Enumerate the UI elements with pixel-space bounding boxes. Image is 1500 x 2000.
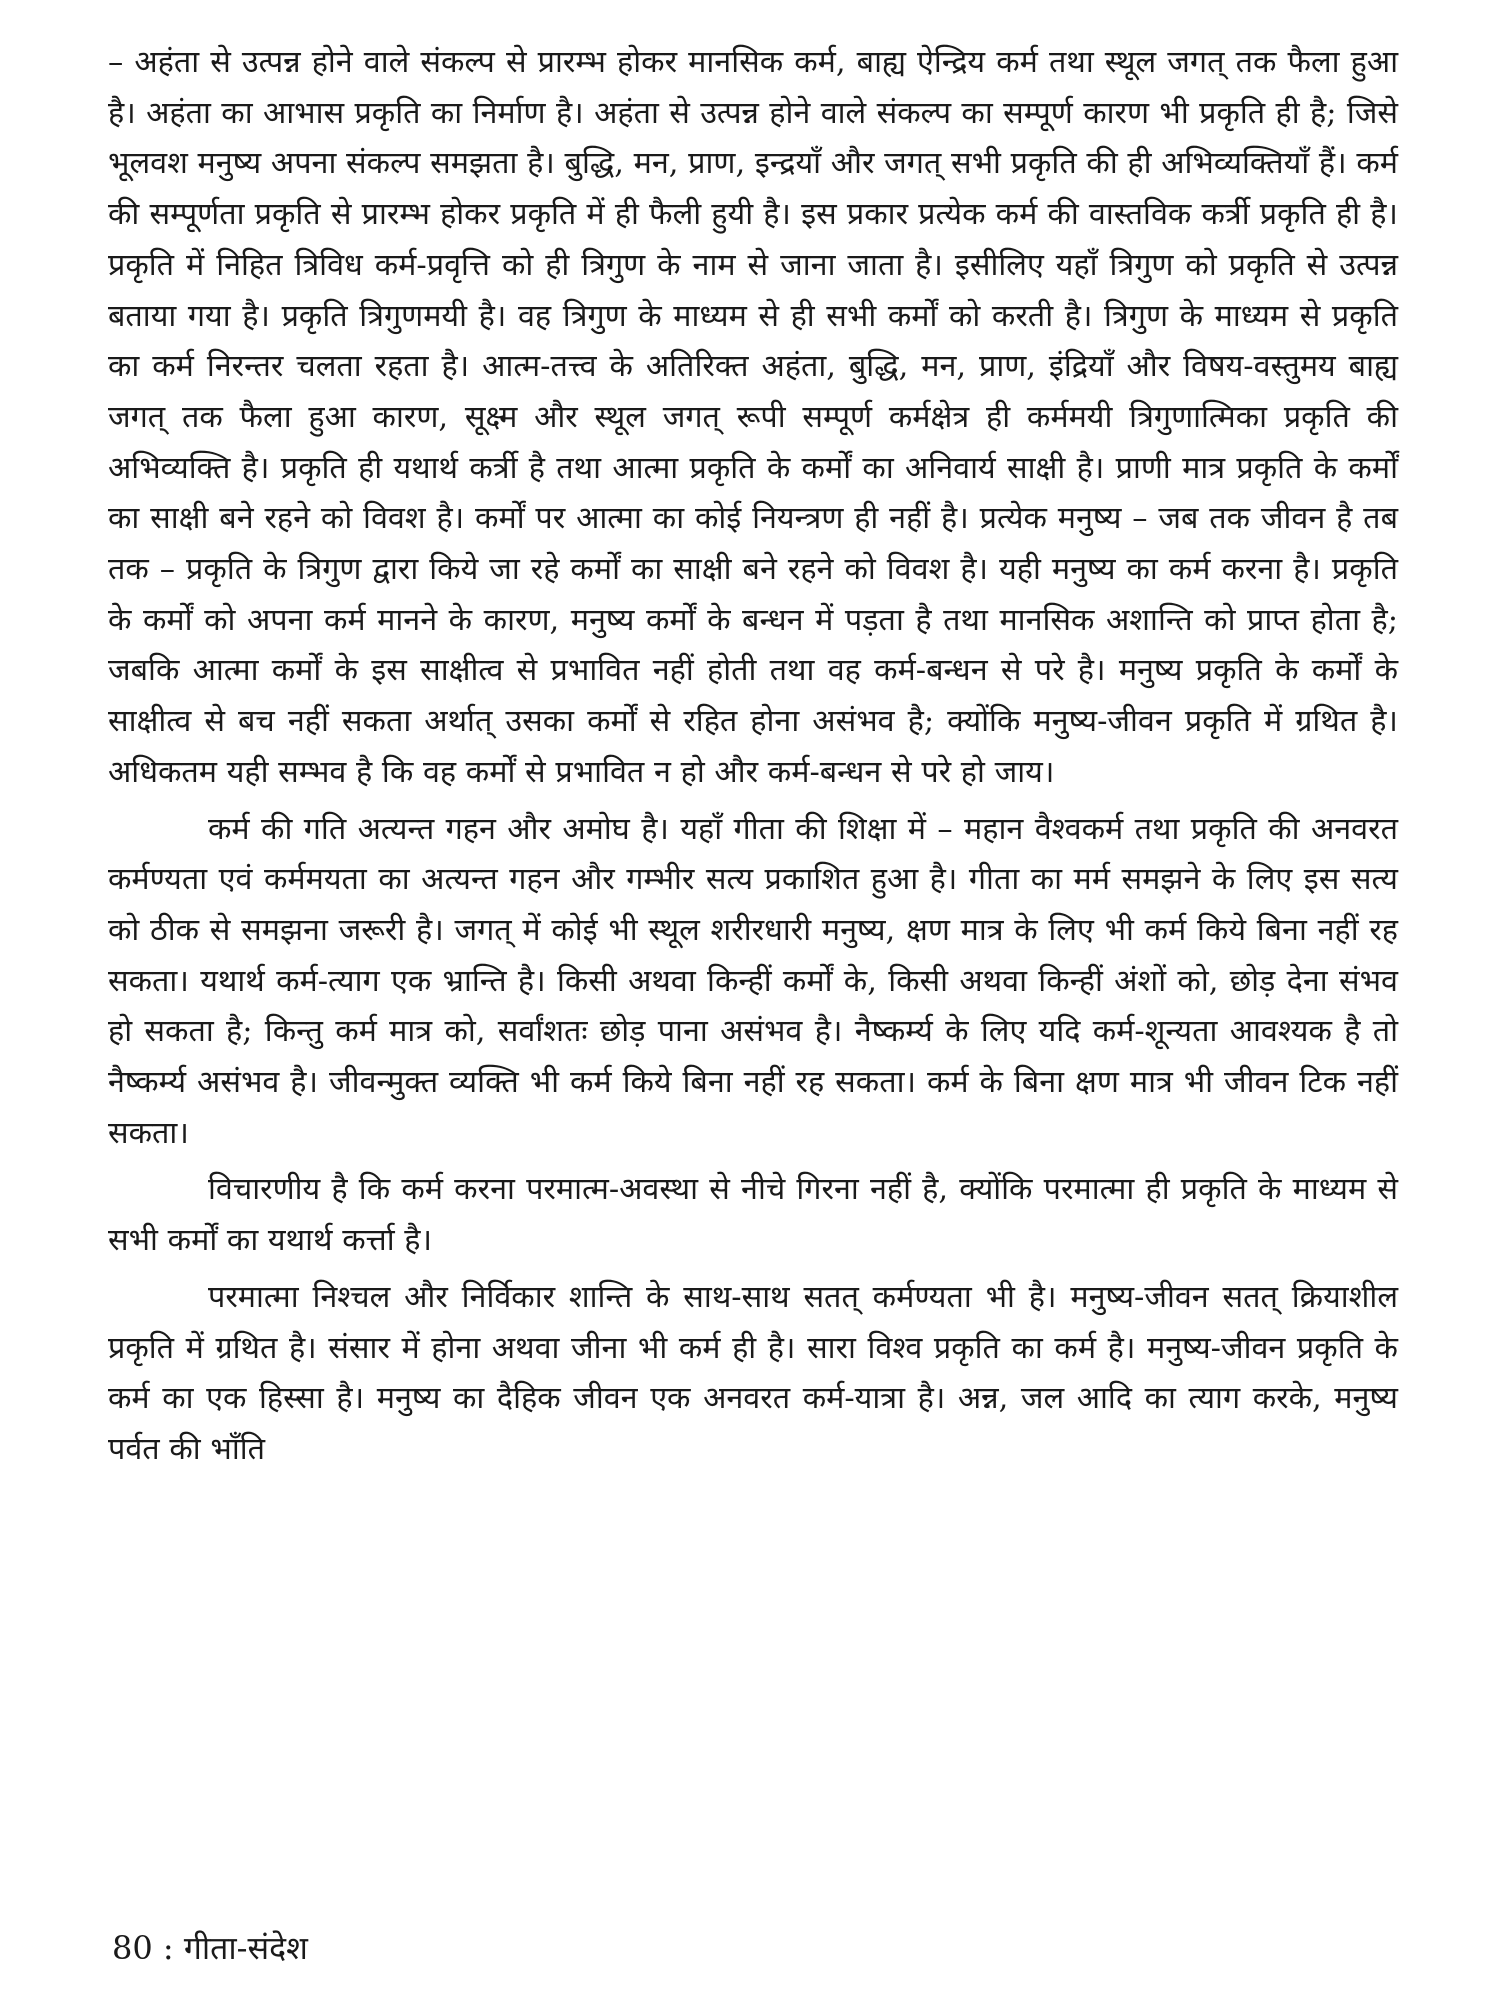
paragraph-3: विचारणीय है कि कर्म करना परमात्म-अवस्था से नीचे गिरना नहीं है, क्योंकि परमात्मा ही प्रकृति के माध्यम से सभी कर्मों का यथार्थ कर्त्ता है। <box>108 1172 1398 1259</box>
page-body <box>108 38 1398 1476</box>
page-footer: 80 : गीता-संदेश <box>112 1929 308 1967</box>
paragraph-4: परमात्मा निश्चल और निर्विकार शान्ति के साथ-साथ सतत् कर्मण्यता भी है। मनुष्य-जीवन सतत् क्रियाशील प्रकृति में ग्रथित है। संसार में होना अथवा जीना भी कर्म ही है। सारा विश्व प्रकृति का कर्म है। मनुष्य-जीवन प्रकृति के कर्म का एक हिस्सा है। मनुष्य का दैहिक जीवन एक अनवरत कर्म-यात्रा है। अन्न, जल आदि का त्याग करके, मनुष्य पर्वत की भाँति <box>108 1279 1398 1467</box>
paragraph-1: – अहंता से उत्पन्न होने वाले संकल्प से प्रारम्भ होकर मानसिक कर्म, बाह्य ऐन्द्रिय कर्म तथा स्थूल जगत् तक फैला हुआ है। अहंता का आभास प्रकृति का निर्माण है। अहंता से उत्पन्न होने वाले संकल्प का सम्पूर्ण कारण भी प्रकृति ही है; जिसे भूलवश मनुष्य अपना संकल्प समझता है। बुद्धि, मन, प्राण, इन्द्रयाँ और जगत् सभी प्रकृति की ही अभिव्यक्तियाँ हैं। कर्म की सम्पूर्णता प्रकृति से प्रारम्भ होकर प्रकृति में ही फैली हुयी है। इस प्रकार प्रत्येक कर्म की वास्तविक कर्त्री प्रकृति ही है। प्रकृति में निहित त्रिविध कर्म-प्रवृत्ति को ही त्रिगुण के नाम से जाना जाता है। इसीलिए यहाँ त्रिगुण को प्रकृति से उत्पन्न बताया गया है। प्रकृति त्रिगुणमयी है। वह त्रिगुण के माध्यम से ही सभी कर्मों को करती है। त्रिगुण के माध्यम से प्रकृति का कर्म निरन्तर चलता रहता है। आत्म-तत्त्व के अतिरिक्त अहंता, बुद्धि, मन, प्राण, इंद्रियाँ और विषय-वस्तुमय बाह्य जगत् तक फैला हुआ कारण, सूक्ष्म और स्थूल जगत् रूपी सम्पूर्ण कर्मक्षेत्र ही कर्ममयी त्रिगुणात्मिका प्रकृति की अभिव्यक्ति है। प्रकृति ही यथार्थ कर्त्री है तथा आत्मा प्रकृति के कर्मों का अनिवार्य साक्षी है। प्राणी मात्र प्रकृति के कर्मों का साक्षी बने रहने को विवश है। कर्मों पर आत्मा का कोई नियन्त्रण ही नहीं है। प्रत्येक मनुष्य – जब तक जीवन है तब तक – प्रकृति के त्रिगुण द्वारा किये जा रहे कर्मों का साक्षी बने रहने को विवश है। यही मनुष्य का कर्म करना है। प्रकृति के कर्मों को अपना कर्म मानने के कारण, मनुष्य कर्मों के बन्धन में पड़ता है तथा मानसिक अशान्ति को प्राप्त होता है; जबकि आत्मा कर्मों के इस साक्षीत्व से प्रभावित नहीं होती तथा वह कर्म-बन्धन से परे है। मनुष्य प्रकृति के कर्मों के साक्षीत्व से बच नहीं सकता अर्थात् उसका कर्मों से रहित होना असंभव है; क्योंकि मनुष्य-जीवन प्रकृति में ग्रथित है। अधिकतम यही सम्भव है कि वह कर्मों से प्रभावित न हो और कर्म-बन्धन से परे हो जाय। <box>108 45 1399 790</box>
paragraph-2: कर्म की गति अत्यन्त गहन और अमोघ है। यहाँ गीता की शिक्षा में – महान वैश्वकर्म तथा प्रकृति की अनवरत कर्मण्यता एवं कर्ममयता का अत्यन्त गहन और गम्भीर सत्य प्रकाशित हुआ है। गीता का मर्म समझने के लिए इस सत्य को ठीक से समझना जरूरी है। जगत् में कोई भी स्थूल शरीरधारी मनुष्य, क्षण मात्र के लिए भी कर्म किये बिना नहीं रह सकता। यथार्थ कर्म-त्याग एक भ्रान्ति है। किसी अथवा किन्हीं कर्मों के, किसी अथवा किन्हीं अंशों को, छोड़ देना संभव हो सकता है; किन्तु कर्म मात्र को, सर्वांशतः छोड़ पाना असंभव है। नैष्कर्म्य के लिए यदि कर्म-शून्यता आवश्यक है तो नैष्कर्म्य असंभव है। जीवन्मुक्त व्यक्ति भी कर्म किये बिना नहीं रह सकता। कर्म के बिना क्षण मात्र भी जीवन टिक नहीं सकता। <box>108 811 1398 1151</box>
